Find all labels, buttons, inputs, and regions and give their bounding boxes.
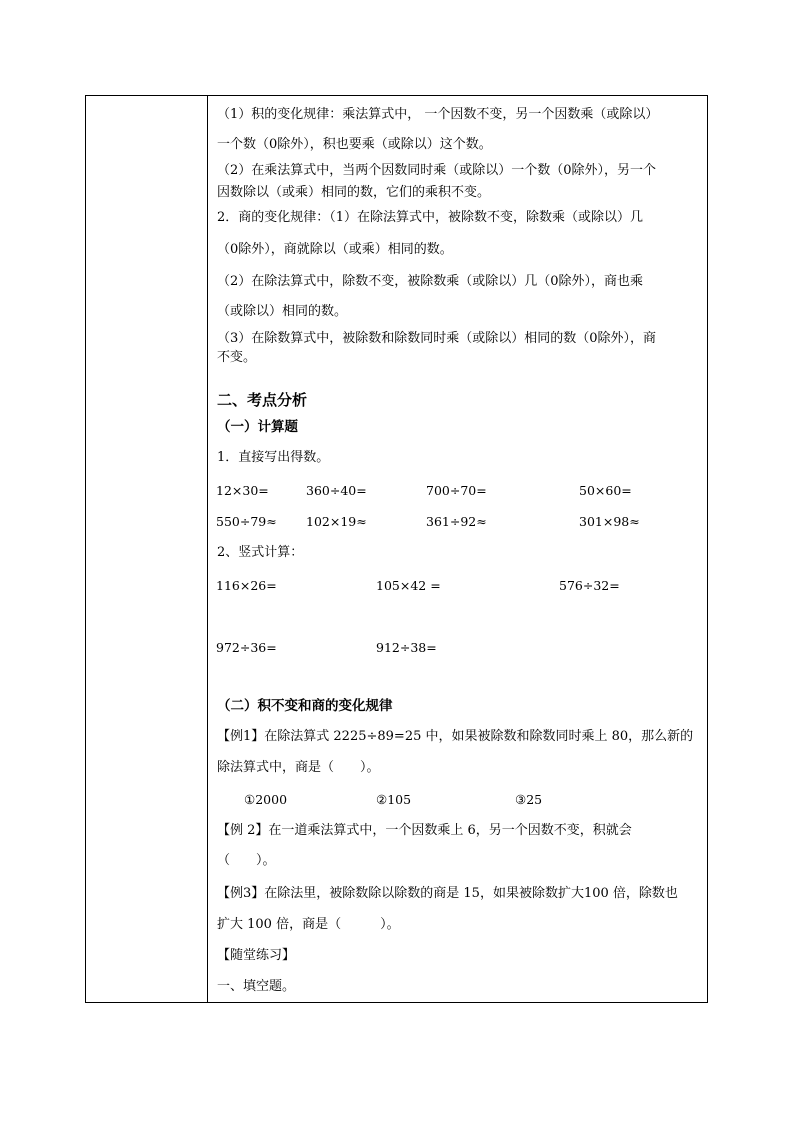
- calc-item: 102×19≈: [306, 514, 367, 529]
- example-3-line-1: 【例3】在除法里，被除数除以除数的商是 15，如果被除数扩大100 倍，除数也: [217, 886, 678, 901]
- calc-item: 361÷92≈: [426, 514, 487, 529]
- rule-line-2: 一个数（0除外），积也要乘（或除以）这个数。: [217, 137, 492, 152]
- rule-line-10: 不变。: [217, 350, 257, 365]
- vertical-calc-item: 576÷32=: [559, 578, 620, 593]
- question-1: 1．直接写出得数。: [217, 450, 330, 465]
- rule-line-1: （1）积的变化规律：乘法算式中， 一个因数不变，另一个因数乘（或除以）: [217, 107, 659, 122]
- option-2: ②105: [376, 792, 412, 807]
- example-1-line-1: 【例1】在除法算式 2225÷89=25 中，如果被除数和除数同时乘上 80，那么新的: [217, 729, 694, 744]
- calc-item: 50×60=: [579, 483, 632, 498]
- vertical-calc-item: 116×26=: [216, 578, 277, 593]
- content-cell: [208, 96, 707, 1002]
- vertical-calc-item: 912÷38=: [376, 640, 437, 655]
- option-1: ①2000: [244, 792, 288, 807]
- practice-heading: 【随堂练习】: [217, 948, 296, 963]
- rule-line-4: 因数除以（或乘）相同的数，它们的乘积不变。: [217, 185, 491, 200]
- rule-line-5: 2．商的变化规律：（1）在除法算式中，被除数不变，除数乘（或除以）几: [217, 210, 644, 225]
- calc-item: 550÷79≈: [216, 514, 277, 529]
- fill-blank-heading: 一、填空题。: [217, 979, 296, 994]
- rule-line-6: （0除外），商就除以（或乘）相同的数。: [217, 242, 453, 257]
- vertical-calc-item: 972÷36=: [216, 640, 277, 655]
- vertical-calc-item: 105×42 =: [376, 578, 441, 593]
- section-title-analysis: 二、考点分析: [217, 391, 308, 409]
- subsection-calc: （一）计算题: [217, 419, 298, 435]
- rule-line-8: （或除以）相同的数。: [217, 304, 348, 319]
- example-2-line-1: 【例 2】在一道乘法算式中，一个因数乘上 6，另一个因数不变，积就会: [217, 823, 632, 838]
- example-1-line-2: 除法算式中，商是（ ）。: [217, 760, 380, 775]
- example-3-line-2: 扩大 100 倍，商是（ ）。: [217, 917, 400, 932]
- option-3: ③25: [515, 792, 543, 807]
- calc-item: 700÷70=: [426, 483, 487, 498]
- rule-line-3: （2）在乘法算式中，当两个因数同时乘（或除以）一个数（0除外），另一个: [217, 163, 657, 178]
- content-table: [85, 95, 708, 1003]
- calc-item: 12×30=: [216, 483, 269, 498]
- example-2-line-2: （ ）。: [217, 853, 276, 868]
- rule-line-7: （2）在除法算式中，除数不变，被除数乘（或除以）几（0除外），商也乘: [217, 274, 644, 289]
- question-2: 2、竖式计算：: [217, 545, 304, 560]
- subsection-rules: （二）积不变和商的变化规律: [217, 698, 393, 714]
- rule-line-9: （3）在除数算式中，被除数和除数同时乘（或除以）相同的数（0除外），商: [217, 331, 657, 346]
- calc-item: 360÷40=: [306, 483, 367, 498]
- calc-item: 301×98≈: [579, 514, 640, 529]
